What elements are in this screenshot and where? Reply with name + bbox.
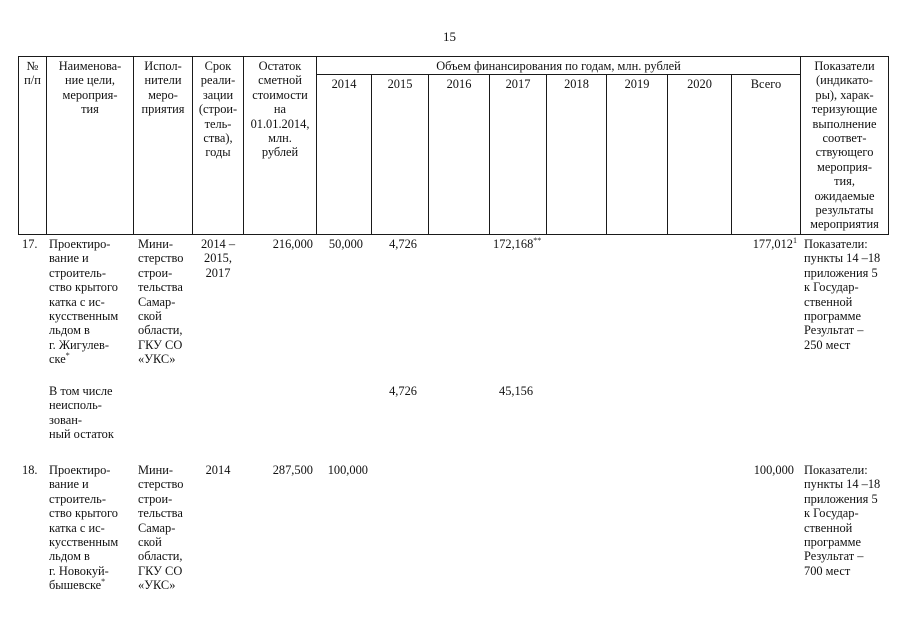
header-year-2017: 2017: [505, 77, 531, 91]
header-total: Всего: [750, 77, 782, 91]
row-18-executors: Мини- стерство строи- тельства Самар- ской области, ГКУ СО «УКС»: [138, 463, 184, 593]
row-17-2017: 172,168**: [493, 236, 542, 251]
row-18-total: 100,000: [753, 463, 794, 477]
row-18-num: 18.: [22, 463, 38, 477]
row-18-term: 2014: [205, 463, 231, 477]
col-divider: [371, 74, 372, 234]
header-year-2020: 2020: [687, 77, 712, 91]
col-divider: [731, 74, 732, 234]
row-17-num: 17.: [22, 237, 38, 251]
header-executors: Испол- нители меро- приятия: [141, 59, 185, 117]
col-divider: [546, 74, 547, 234]
row-17-executors: Мини- стерство строи- тельства Самар- ской области, ГКУ СО «УКС»: [138, 237, 184, 367]
row-18-indicators: Показатели: пункты 14 –18 приложения 5 к Государ- ственной программе Результат – 700 мест: [804, 463, 881, 578]
table-border-top: [18, 56, 889, 57]
row-18-name: Проектиро- вание и строитель- ство крытого катка с ис- кусственным льдом в г. Новокуй- бышевске*: [49, 463, 119, 593]
row-18-2014: 100,000: [327, 463, 368, 477]
row-18-remainder: 287,500: [272, 463, 313, 477]
table-header-bottom: [18, 234, 889, 235]
header-year-2014: 2014: [331, 77, 357, 91]
col-divider: [428, 74, 429, 234]
header-year-2018: 2018: [564, 77, 589, 91]
header-funding-group: Объем финансирования по годам, млн. рублей: [436, 59, 681, 73]
col-divider: [667, 74, 668, 234]
table-subheader-line: [316, 74, 800, 75]
col-divider: [489, 74, 490, 234]
row-17-sub-name: В том числе неисполь- зован- ный остаток: [49, 384, 114, 442]
row-17-sub-2017: 45,156: [499, 384, 534, 398]
row-17-term: 2014 – 2015, 2017: [200, 237, 236, 280]
row-17-sub-2015: 4,726: [389, 384, 417, 398]
row-17-indicators: Показатели: пункты 14 –18 приложения 5 к Государ- ственной программе Результат – 250 мест: [804, 237, 881, 352]
row-17-name: Проектиро- вание и строитель- ство крытого катка с ис- кусственным льдом в г. Жигулев- ске*: [49, 237, 119, 367]
row-17-2014: 50,000: [328, 237, 363, 251]
col-divider: [606, 74, 607, 234]
row-17-remainder: 216,000: [272, 237, 313, 251]
header-name: Наименова- ние цели, мероприя- тия: [58, 59, 122, 117]
row-17-total: 177,012$^1$: [752, 236, 797, 251]
header-remainder: Остаток сметной стоимости на 01.01.2014, млн. рублей: [250, 59, 310, 160]
header-num: № п/п: [24, 59, 41, 88]
header-year-2019: 2019: [624, 77, 650, 91]
header-year-2016: 2016: [446, 77, 472, 91]
page-number: 15: [443, 29, 456, 44]
header-term: Срок реали- зации (строи- тель- ства), годы: [198, 59, 238, 160]
row-17-2015: 4,726: [389, 237, 417, 251]
col-divider: [888, 56, 889, 234]
header-indicators: Показатели (индикато- ры), харак- теризующие выполнение соответ- ствующего мероприя- тия, ожидаемые результаты мероприятия: [810, 59, 879, 232]
header-year-2015: 2015: [387, 77, 413, 91]
